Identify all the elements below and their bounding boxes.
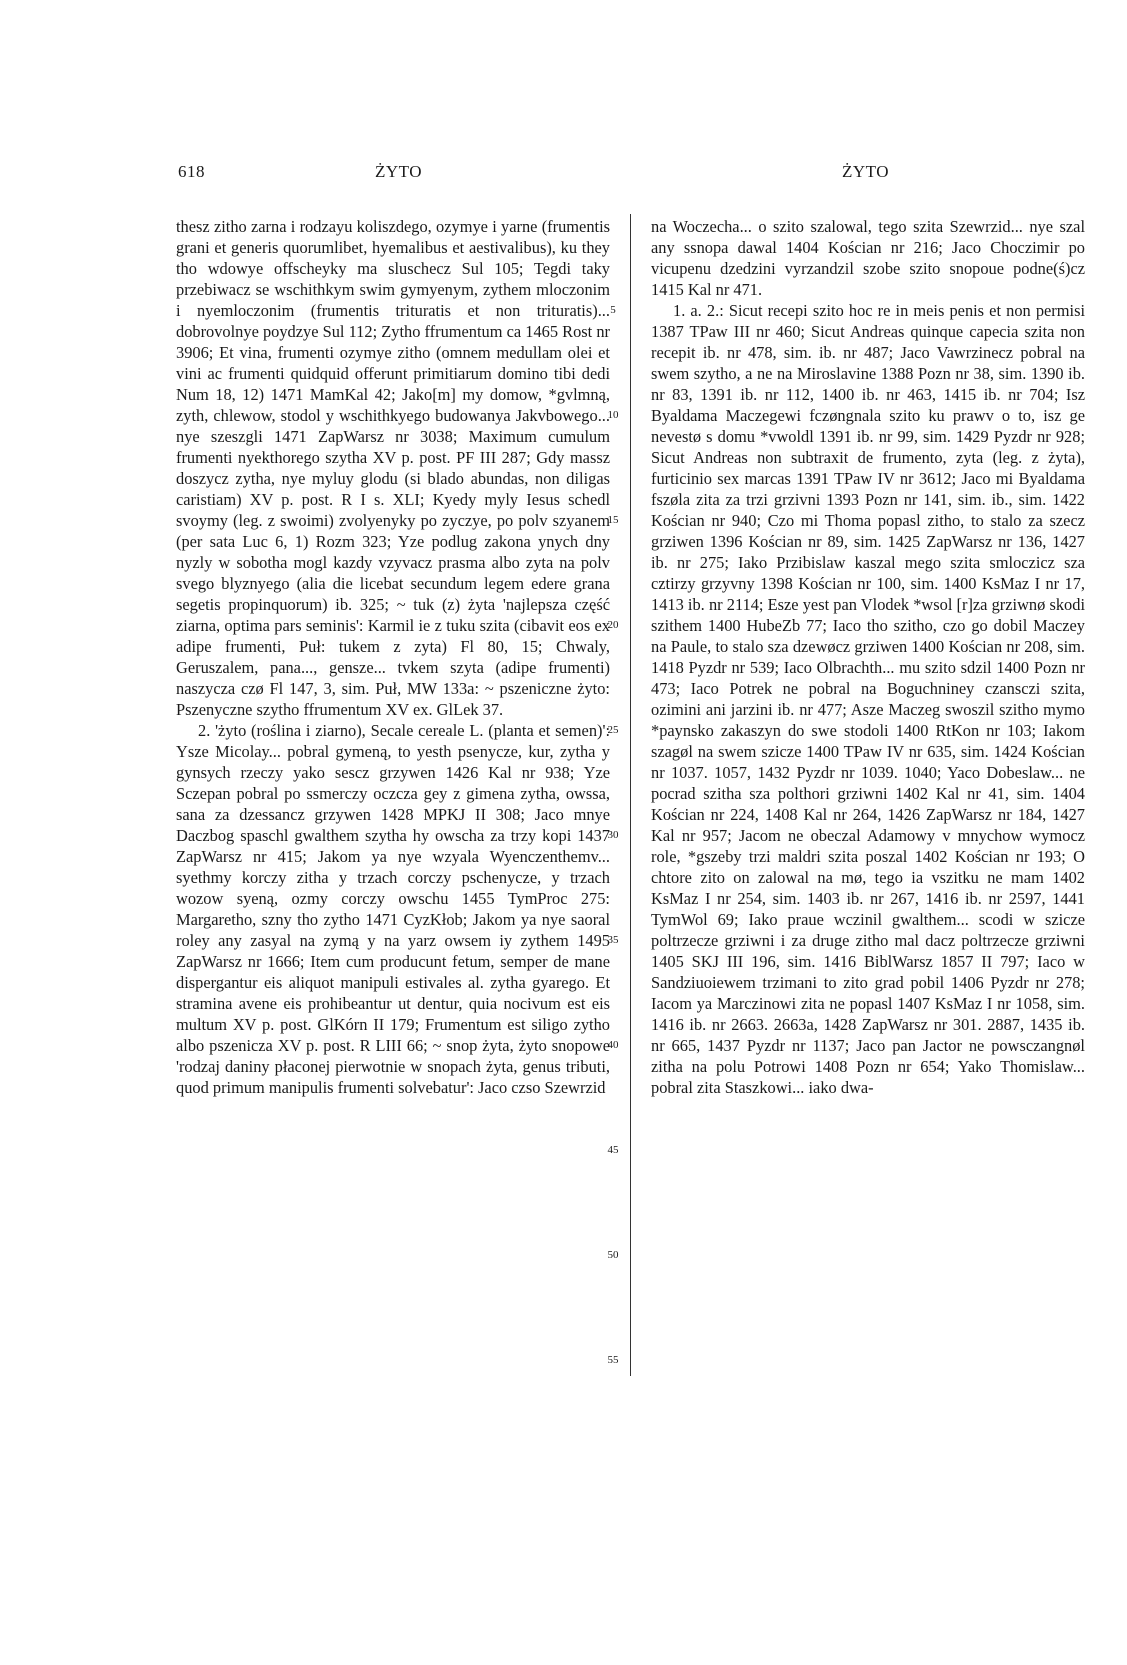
left-column <box>176 216 610 1098</box>
line-number: 50 <box>607 1249 619 1261</box>
running-head-left: ŻYTO <box>375 162 423 181</box>
line-number: 55 <box>607 1354 619 1366</box>
line-number: 10 <box>607 409 619 421</box>
line-number: 30 <box>607 829 619 841</box>
entry-paragraph: 1. a. 2.: Sicut recepi szito hoc re in meis penis et non permisi 1387 TPaw III nr 460; Sicut Andreas quinque capecia szita non recepit ib. nr 478, sim. ib. nr 487; Jaco Vawrzinecz pobral na swem szytho, a ne na Miroslavine 1388 Pozn nr 38, sim. 1390 ib. nr 83, 1391 ib. nr 112, 1400 ib. nr 463, 1415 ib. nr 704; Isz Byaldama Maczegewi fczøngnala szito ku prawv o to, isz ge nevestø s domu *vwoldl 1391 ib. nr 99, sim. 1429 Pyzdr nr 928; Sicut Andreas non subtraxit de frumento, zyta (leg. z żyta), furticinio sex marcas 1391 TPaw IV nr 3612; Jaco mi Byaldama fszøla zita za trzi grzivni 1393 Pozn nr 141, sim. ib., sim. 1422 Kościan nr 940; Czo mi Thoma popasl zitho, to stalo za szecz grziwen 1396 Kościan nr 89, sim. 1425 ZapWarsz nr 136, 1427 ib. nr 275; Iako Przibislaw kaszal mego szita smloczicz sza cztirzy grzyvny 1398 Kościan nr 100, sim. 1400 KsMaz I nr 17, 1413 ib. nr 2114; Esze yest pan Vlodek *wsol [r]za grziwnø skodi szithem 1400 HubeZb 77; Iaco tho szitho, czo go dobil Maczey na Paule, to stalo sza dzewøcz grziwen 1400 Kościan nr 208, sim. 1418 Pyzdr nr 539; Iaco Olbrachth... mu szito sdzil 1400 Pozn nr 473; Iaco Potrek ne pobral na Boguchniney czansczi szita, ozimini ani jarzini ib. nr 477; Asze Maczeg swoszil szitho mymo *paynsko zakaszyn do swe stodoli 1400 RtKon nr 103; Iakom szagøl na swem szicze 1400 TPaw IV nr 635, sim. 1424 Kościan nr 1037. 1057, 1432 Pyzdr nr 1039. 1040; Yaco Dobeslaw... ne pocrad szitha sza polthori grziwni 1402 Kal nr 41, sim. 1404 Kościan nr 224, 1408 Kal nr 264, 1426 ZapWarsz nr 184, 1427 Kal nr 957; Jacom ne obeczal Adamowy v mnychow wymocz role, *gszeby trzi maldri szita poszal 1402 Kościan nr 193; O chtore zito on zalowal na mø, tego ia vszitku ne mam 1402 KsMaz I nr 254, sim. 1403 ib. nr 267, 1416 ib. nr 2597, 1441 TymWol 69; Iako praue wczinil gwalthem... scodi w szicze poltrzecze grziwni i za druge zitho mal dacz poltrzecze grziwni 1405 SKJ III 196, sim. 1416 BiblWarsz 1857 II 797; Iaco w Sandziuoiewem trzimani to zito grad pobil 1406 Pyzdr nr 278; Iacom ya Marczinowi zita ne popasl 1407 KsMaz I nr 1058, sim. 1416 ib. nr 2663. 2663a, 1428 ZapWarsz nr 301. 2887, 1435 ib. nr 665, 1437 Pyzdr nr 1137; Jaco pan Jactor ne powsczangnøl zitha na polu Potrowi 1408 Pozn nr 654; Yako Thomislaw... pobral zita Staszkowi... iako dwa- <box>651 301 1085 1097</box>
line-number: 25 <box>607 724 619 736</box>
line-number: 15 <box>607 514 619 526</box>
column-divider <box>630 214 631 1376</box>
line-number: 45 <box>607 1144 619 1156</box>
running-head-right: ŻYTO <box>842 162 890 181</box>
entry-paragraph: 2. 'żyto (roślina i ziarno), Secale cereale L. (planta et semen)': Ysze Micolay... pobral gymeną, to yesth psenycze, kur, zytha y gynsych rzeczy yako sescz grzywen 1426 Kal nr 938; Yze Sczepan pobral po ssmerczy oczcza gey z gimena zytha, owssa, sana za dzessancz grzywen 1428 MPKJ II 308; Jaco mnye Daczbog spaschl gwalthem szytha hy owscha za trzy kopi 1437 ZapWarsz nr 415; Jakom ya nye wzyala Wyenczenthemv... syethmy korczy zitha y trzach corczy pschenycze, y trzach wozow syeną, ozmy corczy owschu 1455 TymProc 275: Margaretho, szny tho zytho 1471 CyzKłob; Jakom ya nye saoral roley any zasyal na zymą y na yarz owsem iy zythem 1495 ZapWarsz nr 1666; Item cum producunt fetum, semper de mane dispergantur eis aliquot manipuli estivales al. zytha gyarego. Et stramina avene eis prohibeantur ut dentur, quia nocivum est eis multum XV p. post. GlKórn II 179; Frumentum est siligo zytho albo pszenicza XV p. post. R LIII 66; ~ snop żyta, żyto snopowe 'rodzaj daniny płaconej pierwotnie w snopach żyta, genus tributi, quod primum manipulis frumenti solvebatur': Jaco czso Szewrzid <box>176 721 610 1097</box>
line-number: 20 <box>607 619 619 631</box>
line-number: 40 <box>607 1039 619 1051</box>
right-column <box>651 216 1085 1098</box>
entry-paragraph: na Woczecha... o szito szalowal, tego szita Szewrzid... nye szal any ssnopa dawal 1404 Kościan nr 216; Jaco Choczimir po vicupenu dzedzini vyrzandzil szobe szito snopoue podne(ś)cz 1415 Kal nr 471. <box>651 217 1085 299</box>
entry-paragraph: thesz zitho zarna i rodzayu koliszdego, ozymye i yarne (frumentis grani et generis quorumlibet, hyemalibus et aestivalibus), ku they tho wdowye offscheyky ma sluschecz Sul 105; Tegdi taky przebiwacz se wschithkym swim gymyenym, zythem mloczonim i nyemloczonim (frumentis trituratis et non trituratis)... dobrovolnye poydzye Sul 112; Zytho ffrumentum ca 1465 Rost nr 3906; Et vina, frumenti ozymye zitho (omnem medullam olei et vini ac frumenti quidquid offerunt primitiarum domino tibi dedi Num 18, 12) 1471 MamKal 42; Jako[m] my domow, *gvlmną, zyth, chlewow, stodol y wschithkyego budowanya Jakvbowego... nye szeszgli 1471 ZapWarsz nr 3038; Maximum cumulum frumenti nyekthorego szytha XV p. post. PF III 287; Gdy massz doszycz zytha, nye myluy glodu (si blado abundas, non diligas caristiam) XV p. post. R I s. XLI; Kyedy myly Iesus schedl svoymy (leg. z swoimi) zvolyenyky po zyczye, po polv szyanem (per sata Luc 6, 1) Rozm 323; Yze podlug zakona ynych dny nyzly w sobotha mogl kazdy vzyvacz prasma albo zyta na polv svego blyznyego (alia die licebat secundum legem edere grana segetis propinquorum) ib. 325; ~ tuk (z) żyta 'najlepsza część ziarna, optima pars seminis': Karmil ie z tuku szita (cibavit eos ex adipe frumenti, Puł: tukem z zyta) Fl 80, 15; Chwaly, Geruszalem, pana..., gensze... tvkem szyta (adipe frumenti) naszycza czø Fl 147, 3, sim. Puł, MW 133a: ~ pszeniczne żyto: Pszenyczne szytho ffrumentum XV ex. GlLek 37. <box>176 217 610 719</box>
line-number: 35 <box>607 934 619 946</box>
page-number: 618 <box>178 162 205 181</box>
line-number: 5 <box>610 304 616 316</box>
